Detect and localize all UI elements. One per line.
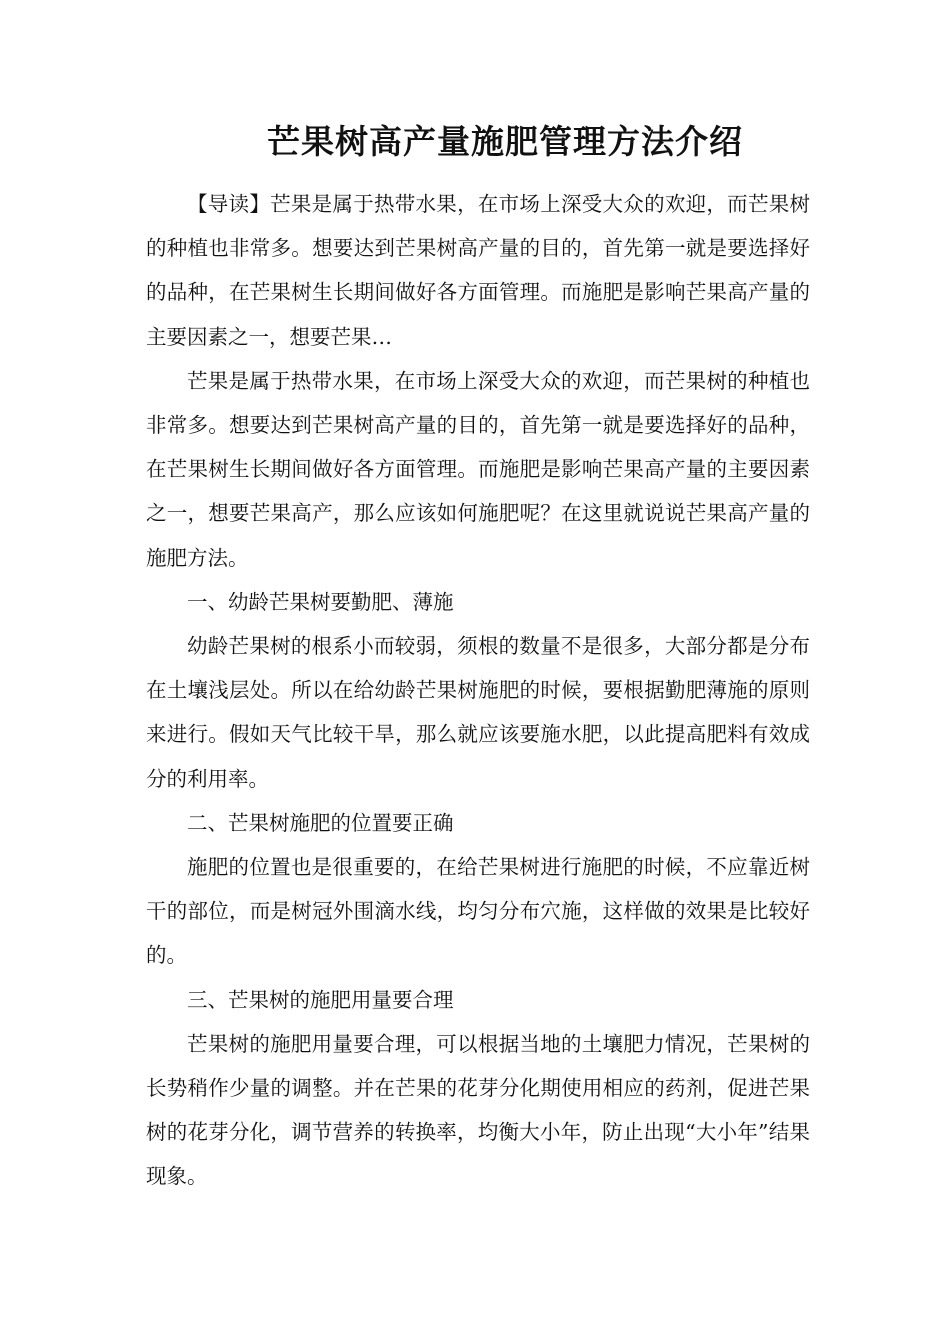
document-title: 芒果树高产量施肥管理方法介绍 xyxy=(267,122,743,161)
document-body xyxy=(146,182,810,1199)
body-paragraph: 芒果树的施肥用量要合理，可以根据当地的土壤肥力情况，芒果树的长势稍作少量的调整。并在芒果的花芽分化期使用相应的药剂，促进芒果树的花芽分化，调节营养的转换率，均衡大小年，防止出现“大小年”结果现象。 xyxy=(146,1031,810,1189)
body-paragraph: 芒果是属于热带水果，在市场上深受大众的欢迎，而芒果树的种植也非常多。想要达到芒果树高产量的目的，首先第一就是要选择好的品种，在芒果树生长期间做好各方面管理。而施肥是影响芒果高产量的主要因素之一，想要芒果高产，那么应该如何施肥呢？在这里就说说芒果高产量的施肥方法。 xyxy=(146,368,810,570)
section-heading: 一、幼龄芒果树要勤肥、薄施 xyxy=(187,589,454,614)
section-heading: 三、芒果树的施肥用量要合理 xyxy=(187,987,454,1012)
intro-paragraph: 【导读】芒果是属于热带水果，在市场上深受大众的欢迎，而芒果树的种植也非常多。想要达到芒果树高产量的目的，首先第一就是要选择好的品种，在芒果树生长期间做好各方面管理。而施肥是影响芒果高产量的主要因素之一，想要芒果… xyxy=(146,192,810,349)
body-paragraph: 施肥的位置也是很重要的，在给芒果树进行施肥的时候，不应靠近树干的部位，而是树冠外围滴水线，均匀分布穴施，这样做的效果是比较好的。 xyxy=(146,855,810,968)
section-heading: 二、芒果树施肥的位置要正确 xyxy=(187,810,454,835)
body-paragraph: 幼龄芒果树的根系小而较弱，须根的数量不是很多，大部分都是分布在土壤浅层处。所以在给幼龄芒果树施肥的时候，要根据勤肥薄施的原则来进行。假如天气比较干旱，那么就应该要施水肥，以此提高肥料有效成分的利用率。 xyxy=(146,634,810,791)
